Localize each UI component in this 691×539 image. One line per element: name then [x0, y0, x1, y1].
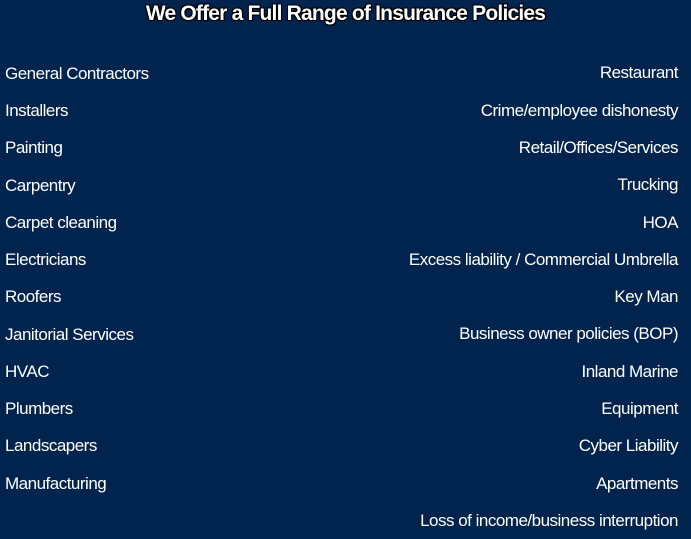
- list-item: Carpet cleaning: [5, 213, 117, 232]
- list-item: Crime/employee dishonesty: [480, 101, 678, 120]
- list-item: Roofers: [5, 287, 62, 306]
- list-item: Plumbers: [5, 399, 73, 418]
- list-item: Electricians: [5, 250, 86, 269]
- list-item: Retail/Offices/Services: [518, 138, 678, 157]
- list-item: Excess liability / Commercial Umbrella: [408, 250, 678, 269]
- list-item: Trucking: [617, 175, 678, 194]
- list-item: Business owner policies (BOP): [459, 324, 678, 343]
- list-item: Landscapers: [5, 436, 97, 455]
- list-item: Inland Marine: [581, 362, 678, 381]
- list-item: Equipment: [601, 399, 678, 418]
- list-item: General Contractors: [5, 64, 149, 83]
- list-item: Loss of income/business interruption: [420, 511, 678, 530]
- list-item: Apartments: [596, 474, 678, 493]
- list-item: Manufacturing: [5, 474, 107, 493]
- list-item: Cyber Liability: [578, 436, 678, 455]
- list-item: HOA: [642, 213, 678, 232]
- list-item: Carpentry: [5, 176, 76, 195]
- list-item: Restaurant: [599, 63, 678, 82]
- list-item: Installers: [5, 101, 69, 120]
- list-item: Key Man: [614, 287, 678, 306]
- list-item: Janitorial Services: [5, 325, 134, 344]
- page-title: We Offer a Full Range of Insurance Policies: [145, 2, 546, 25]
- list-item: Painting: [5, 138, 63, 157]
- list-item: HVAC: [5, 362, 49, 381]
